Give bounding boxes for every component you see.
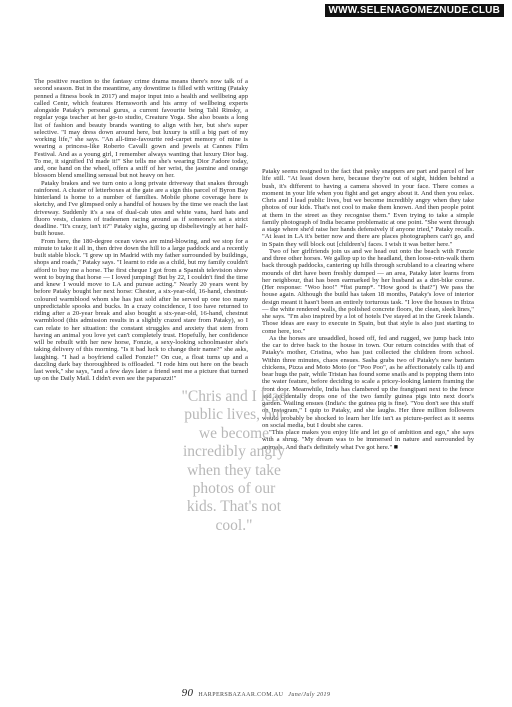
page-footer xyxy=(0,687,512,699)
footer-site: HARPERSBAZAAR.COM.AU xyxy=(198,692,284,698)
paragraph: The positive reaction to the fantasy crime drama means there's now talk of a second season. But in the meantime, any downtime is filled with writing (Pataky penned a fitness book in 2017) and major input into a health and wellbeing app called Centr, which features Hemsworth and his army of wellbeing experts alongside Pataky's personal gurus, a current favourite being Tahl Rinsky, a regular yoga teacher at her go-to studio, Creature Yoga. She also boasts a long list of fashion and beauty brands wanting to align with her, but she's super selective. "I may dress down around here, but luxury is still a big part of my working life," she says. "An all-time-favourite red-carpet memory of mine is wearing a princess-like Roberto Cavalli gown and jewels at Cannes Film Festival. And as a young girl, I remember always wanting that luxury Dior bag. To me, it signified I'd made it!" She tells me she's wearing Dior J'adore today, and, one hand on the wheel, offers a sniff of her wrist, the jasmine and orange blossom blend smelling sensual but not heavy on her. xyxy=(34,78,248,180)
end-mark: ■ xyxy=(393,442,399,451)
page-number: 90 xyxy=(181,687,194,699)
footer-date: June/July 2019 xyxy=(288,692,331,698)
left-column xyxy=(34,78,248,383)
watermark: WWW.SELENAGOMEZNUDE.CLUB xyxy=(325,4,504,17)
right-column xyxy=(262,168,474,451)
paragraph: Pataky brakes and we turn onto a long private driveway that snakes through rainforest. A cluster of letterboxes at the gate are a sign this parcel of Byron Bay hinterland is home to a number of families. Mobile phone coverage here is sketchy, and I've glimpsed only a handful of houses by the time we reach the last driveway. Suddenly it's a sea of dual-cab utes and white vans, hard hats and fluoro vests, clusters of tradesmen racing around as if someone's set a strict deadline. "It's crazy, isn't it?" Pataky sighs, gazing up disbelievingly at her half-built house. xyxy=(34,179,248,238)
paragraph: Pataky seems resigned to the fact that pesky snappers are part and parcel of her life still. "At least down here, because they're out of sight, hidden behind a bush, it's different to having a camera shoved in your face. There comes a moment in your life when you fight and get angry about it. And then you relax. Chris and I lead public lives, but we become incredibly angry when they take photos of our kids. That's not cool to make them known. And then people point at them in the street as they recognise them." Even trying to take a simple family photograph of India became problematic at one point. "She went through a stage where she'd raise her hands defensively if anyone tried," Pataky recalls. "At least in LA it's better now and there are places photographers can't go, and in Spain they will block out [children's] faces. I wish it was better here." xyxy=(262,168,474,248)
paragraph xyxy=(262,429,474,451)
paragraph: From here, the 180-degree ocean views are mind-blowing, and we stop for a minute to take it all in, then drive down the hill to a large paddock and a recently built stable block. "I grew up in Madrid with my father surrounded by buildings, shops and roads," Pataky says. "I learnt to ride as a child, but my family couldn't afford to buy me a horse. The first cheque I got from a Spanish television show went to buying that horse — I loved jumping! But by 22, I couldn't find the time and knew I would move to LA and pursue acting." Nearly 20 years went by before Pataky bought her next horse: Chester, a six-year-old, 16-hand, chestnut-coloured warmblood whom she has just sold after he served up one too many unpredictable spooks and bucks. In a crazy coincidence, I too have returned to riding after a 20-year break and also bought a six-year-old, 16-hand, chestnut warmblood (this admission results in a slightly crazed stare from Pataky), so I can relate to her situation: the constant struggles and anxiety that stem from having an animal you love yet can't completely trust. Hopefully, her confidence will be rebuilt with her new horse, Fonzie, a sexy-looking schoolmaster she's taking delivery of this morning. "Is it bad luck to change their name?" she asks, laughing. "I had a boyfriend called Fonzie!" On cue, a float turns up and a dazzling dark bay thoroughbred is offloaded. "I rode him out here on the beach last week," she says, "and a few days later a friend sent me a picture that turned up on the Daily Mail. I didn't even see the paparazzi!" xyxy=(34,237,248,383)
pull-quote: "Chris and I lead public lives, but we become incredibly angry when they take photos of our kids. That's not cool." xyxy=(181,388,287,534)
paragraph: As the horses are unsaddled, hosed off, fed and rugged, we jump back into the car to drive back to the house in town. Our return coincides with that of Pataky's mother, Cristina, who has just collected the children from school. Within three minutes, chaos ensues. Sasha grabs two of Pataky's new bantam chickens, Pizza and Moto Moto (or "Poo Poo", as he affectionately calls it) and bear hugs the pair, while Tristan has found some snails and is popping them into the water feature, before deciding to scale a pricey-looking lantern framing the front door. Meanwhile, India has clambered up the frangipani next to the fence and accidentally drops one of the two family guinea pigs into next door's garden. Wailing ensues (India's: the guinea pig is fine). "You don't see this stuff on Instagram," I quip to Pataky, and she laughs. Her three million followers would probably be shocked to learn her life isn't as picture-perfect as it seems on social media, but I doubt she cares. xyxy=(262,334,474,429)
paragraph: Two of her girlfriends join us and we head out onto the beach with Fonzie and three other horses. We gallop up to the headland, then loose-rein-walk them back through paddocks, cantering up hills through scrubland to a clearing where mounds of dirt have been freshly dumped — an area, Pataky later learns from her neighbour, that has been earmarked by her husband as a dirt-bike course. (Her response: "Woo hoo!" *fist pump*. "How good is that?") We pass the house again. Although the build has taken 18 months, Pataky's love of interior design meant it hasn't been an entirely torturous task. "I love the houses in Ibiza — the white rendered walls, the polished concrete floors, the clean, sleek lines," she says. "I'm also inspired by a lot of hotels I've stayed at in the Greek Islands. Those ideas are easy to execute in Spain, but that style is also just starting to come here, too." xyxy=(262,247,474,335)
paragraph-text: "This place makes you enjoy life and let go of ambition and ego," she says with a shrug. "My dream was to be immersed in nature and surrounded by animals. And that's definitely what I've got here." xyxy=(262,429,474,451)
